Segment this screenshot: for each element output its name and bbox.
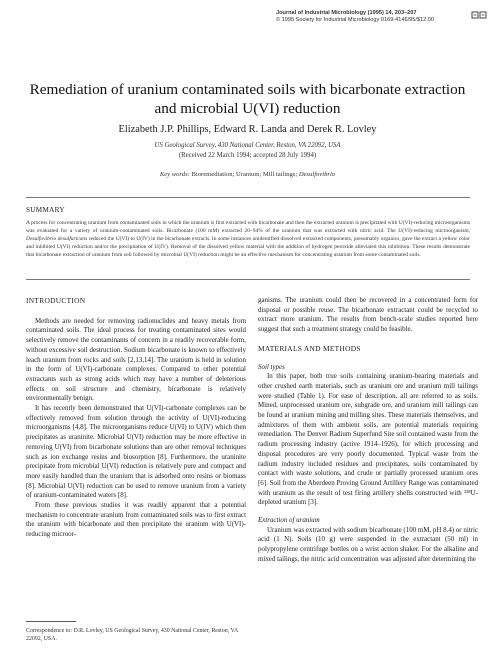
keywords bbox=[20, 171, 475, 178]
intro-paragraph-2: It has recently been demonstrated that U(VI)-carbonate complexes can be effectively removed from solution through the activity of U(VI)-reducing microorganisms [4,8]. The microorganisms reduce U(VI) to U(IV) which then precipitates as uraninite. Microbial U(VI) reduction may be more effective in removing U(VI) from bicarbonate solutions than are other removal techniques such as ion exchange resins and biosorption [8]. Furthermore, the uraninite precipitate from microbial U(VI) reduction is relatively pure and compact and more easily handled than the uranium that is adsorbed onto resins or biomass [8]. Microbial U(VI) reduction can be used to remove uranium from a variety of uranium-contaminated waters [8]. bbox=[26, 404, 246, 500]
paper-title: Remediation of uranium contaminated soils with bicarbonate extraction and microbial U(VI) reduction bbox=[29, 81, 466, 117]
extraction-paragraph: Uranium was extracted with sodium bicarbonate (100 mM, pH 8.4) or nitric acid (1 N). Soils (10 g) were suspended in the extractant (50 ml) in polypropylene centrifuge bottles on a wrist action shaker. For the alkaline and mixed tailings, the nitric acid concentration was adjusted after determining the bbox=[258, 525, 478, 563]
left-column bbox=[26, 296, 246, 540]
journal-citation: Journal of Industrial Microbiology (1995) 14, 203–207 bbox=[276, 10, 417, 16]
summary-organism: Desulfovibrio desulfuricans bbox=[26, 236, 88, 243]
right-column bbox=[258, 296, 478, 565]
keywords-label: Key words: bbox=[159, 171, 190, 178]
soil-types-heading: Soil types bbox=[258, 362, 285, 371]
affiliation: US Geological Survey, 430 National Center, Reston, VA 22092, USA bbox=[154, 142, 341, 149]
keywords-text: Bioremediation; Uranium; Mill tailings; bbox=[191, 171, 298, 178]
intro-paragraph-3: From these previous studies it was readily apparent that a potential mechanism to concentrate uranium from contaminated soils was to first extract the uranium with bicarbonate and then precipitate the uranium with U(VI)-reducing microor- bbox=[26, 501, 246, 539]
summary-heading: SUMMARY bbox=[26, 206, 65, 214]
soil-types-paragraph: In this paper, both true soils containing uranium-bearing materials and other crushed earth materials, such as uranium ore and uranium mill tailings were studied (Table 1). For ease of description, all are referred to as soils. Mined, unprocessed uranium ore, subgrade ore, and uranium mill tailings can be found at uranium mining and milling sites. These materials themselves, and admixtures of them with ambient soils, are potential materials requiring remediation. The Denver Radium Superfund Site soil contained waste from the radium processing industry (active 1914–1926), for which processing and disposal procedures are very poorly documented. Typical waste from the radium industry included residues and precipitates, soils contaminated by contact with waste solutions, and crude or partially processed uranium ores [6]. Soil from the Aberdeen Proving Ground Artillery Range was contaminated with uranium as the result of test firing artillery shells constructed with ²³⁸U-depleted uranium [3]. bbox=[258, 372, 478, 507]
affiliation-block bbox=[20, 141, 475, 161]
summary-part-2: reduced the U(VI) to U(IV) in the bicarbonate extracts. In some instances unidentified dissolved extracted components, presumably organics, gave the extract a yellow color and inhibited U(VI) reduction and/or the precipitation of U(IV). Removal of the dissolved yellow material with the addition of hydrogen peroxide alleviated this inhibition. These results demonstrate that bicarbonate extraction of uranium from soil followed by microbial U(VI) reduction might be an effective mechanism for concentrating uranium from some contaminated soils. bbox=[26, 236, 470, 259]
summary-top-rule bbox=[26, 197, 470, 198]
summary-part-1: A process for concentrating uranium from contaminated soils in which the uranium is first extracted with bicarbonate and then the extracted uranium is precipitated with U(VI)-reducing microorganisms was evaluated for a variety of uranium-contaminated soils. Bicarbonate (100 mM) extracted 20–94% of the uranium that was extracted with nitric acid. The U(VI)-reducing microorganism, bbox=[26, 220, 470, 235]
introduction-heading: INTRODUCTION bbox=[26, 296, 86, 305]
summary-text bbox=[26, 219, 470, 259]
publisher-logo-icon bbox=[471, 10, 487, 20]
extraction-heading: Extraction of uranium bbox=[258, 516, 320, 525]
intro-paragraph-1: Methods are needed for removing radionuclides and heavy metals from contaminated soils. The ideal process for treating contaminated sites would selectively remove the contaminants of concern in a readily recoverable form, without excessive soil destruction. Sodium bicarbonate is known to effectively leach uranium from rocks and soils [2,13,14]. The uranium is held in solution in the form of U(VI)-carbonate complexes. Compared to other potential extractants such as strong acids which may have a number of deleterious effects on soil structure and chemistry, bicarbonate is relatively environmentally benign. bbox=[26, 316, 246, 403]
footnote-rule bbox=[26, 621, 76, 622]
keywords-genus: Desulfovibrio bbox=[298, 171, 336, 178]
author-list: Elizabeth J.P. Phillips, Edward R. Landa and Derek R. Lovley bbox=[118, 124, 377, 135]
summary-bottom-rule bbox=[26, 279, 470, 280]
journal-header bbox=[276, 10, 466, 24]
correspondence-note: Correspondence to: D.R. Lovley, US Geological Survey, 430 National Center, Reston, VA 22092, USA. bbox=[26, 628, 238, 643]
methods-heading: MATERIALS AND METHODS bbox=[258, 343, 361, 353]
right-paragraph-1: ganisms. The uranium could then be recovered in a concentrated form for disposal or possible reuse. The bicarbonate extractant could be recycled to extract more uranium. The results from bench-scale studies reported here suggest that such a treatment strategy could be feasible. bbox=[258, 296, 478, 334]
received-dates: (Received 22 March 1994; accepted 28 July 1994) bbox=[178, 152, 317, 159]
journal-copyright: © 1995 Society for Industrial Microbiology 0169-4146/95/$12.00 bbox=[276, 17, 435, 23]
